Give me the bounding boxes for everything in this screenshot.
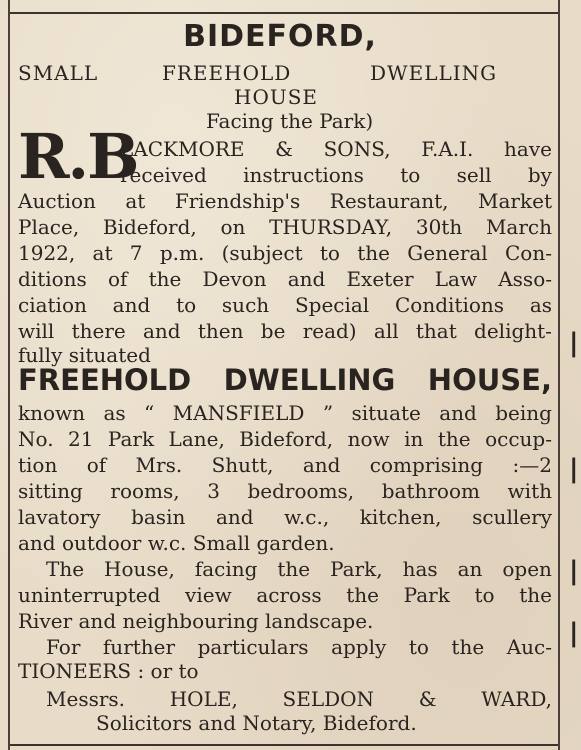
heading-word: DWELLING	[223, 363, 396, 397]
description-line: tion of Mrs. Shutt, and comprising :—2	[18, 453, 552, 477]
body-line: Place, Bideford, on THURSDAY, 30th March	[18, 215, 552, 239]
body-line: ditions of the Devon and Exeter Law Asso-	[18, 267, 552, 291]
property-heading	[18, 362, 552, 398]
bottom-rule	[10, 744, 558, 746]
body-line: LACKMORE & SONS, F.A.I. have	[120, 137, 552, 161]
description-line: lavatory basin and w.c., kitchen, scullery	[18, 505, 552, 529]
description-line: sitting rooms, 3 bedrooms, bathroom with	[18, 479, 552, 503]
heading-word: HOUSE,	[427, 363, 552, 397]
top-rule	[10, 12, 558, 14]
description-line: No. 21 Park Lane, Bideford, now in the occup-	[18, 427, 552, 451]
subtitle-word: DWELLING	[370, 61, 498, 85]
body-line: received instructions to sell by	[120, 163, 552, 187]
advert-title: BIDEFORD,	[183, 19, 377, 54]
body-line: fully situated	[18, 343, 151, 367]
description-line: known as “ MANSFIELD ” situate and being	[18, 401, 552, 425]
adjacent-column-fragment: |	[569, 328, 579, 358]
particulars-line: For further particulars apply to the Auc-	[46, 635, 552, 659]
body-line: will there and then be read) all that delight-	[18, 319, 552, 343]
subtitle-word: SMALL	[18, 61, 99, 85]
particulars-line: TIONEERS : or to	[18, 659, 199, 683]
body-line: 1922, at 7 p.m. (subject to the General Con-	[18, 241, 552, 265]
column-rule-left	[8, 0, 10, 750]
view-line: The House, facing the Park, has an open	[46, 557, 552, 581]
view-line: uninterrupted view across the Park to the	[18, 583, 552, 607]
heading-word: FREEHOLD	[18, 363, 192, 397]
adjacent-column-fragment: |	[569, 618, 579, 648]
column-rule-right	[558, 0, 560, 750]
subtitle-word: HOUSE	[234, 85, 318, 109]
solicitors-line: Messrs. HOLE, SELDON & WARD,	[46, 687, 552, 711]
body-line: ciation and to such Special Conditions as	[18, 293, 552, 317]
description-line: and outdoor w.c. Small garden.	[18, 531, 335, 555]
body-line: Auction at Friendship's Restaurant, Market	[18, 189, 552, 213]
solicitors-line: Solicitors and Notary, Bideford.	[96, 711, 417, 735]
adjacent-column-fragment: |	[569, 454, 579, 484]
drop-cap: R.B	[18, 120, 138, 193]
subtitle-word: FREEHOLD	[162, 61, 292, 85]
facing-line: Facing the Park)	[206, 109, 374, 133]
adjacent-column-fragment: |	[569, 556, 579, 586]
view-line: River and neighbouring landscape.	[18, 609, 374, 633]
